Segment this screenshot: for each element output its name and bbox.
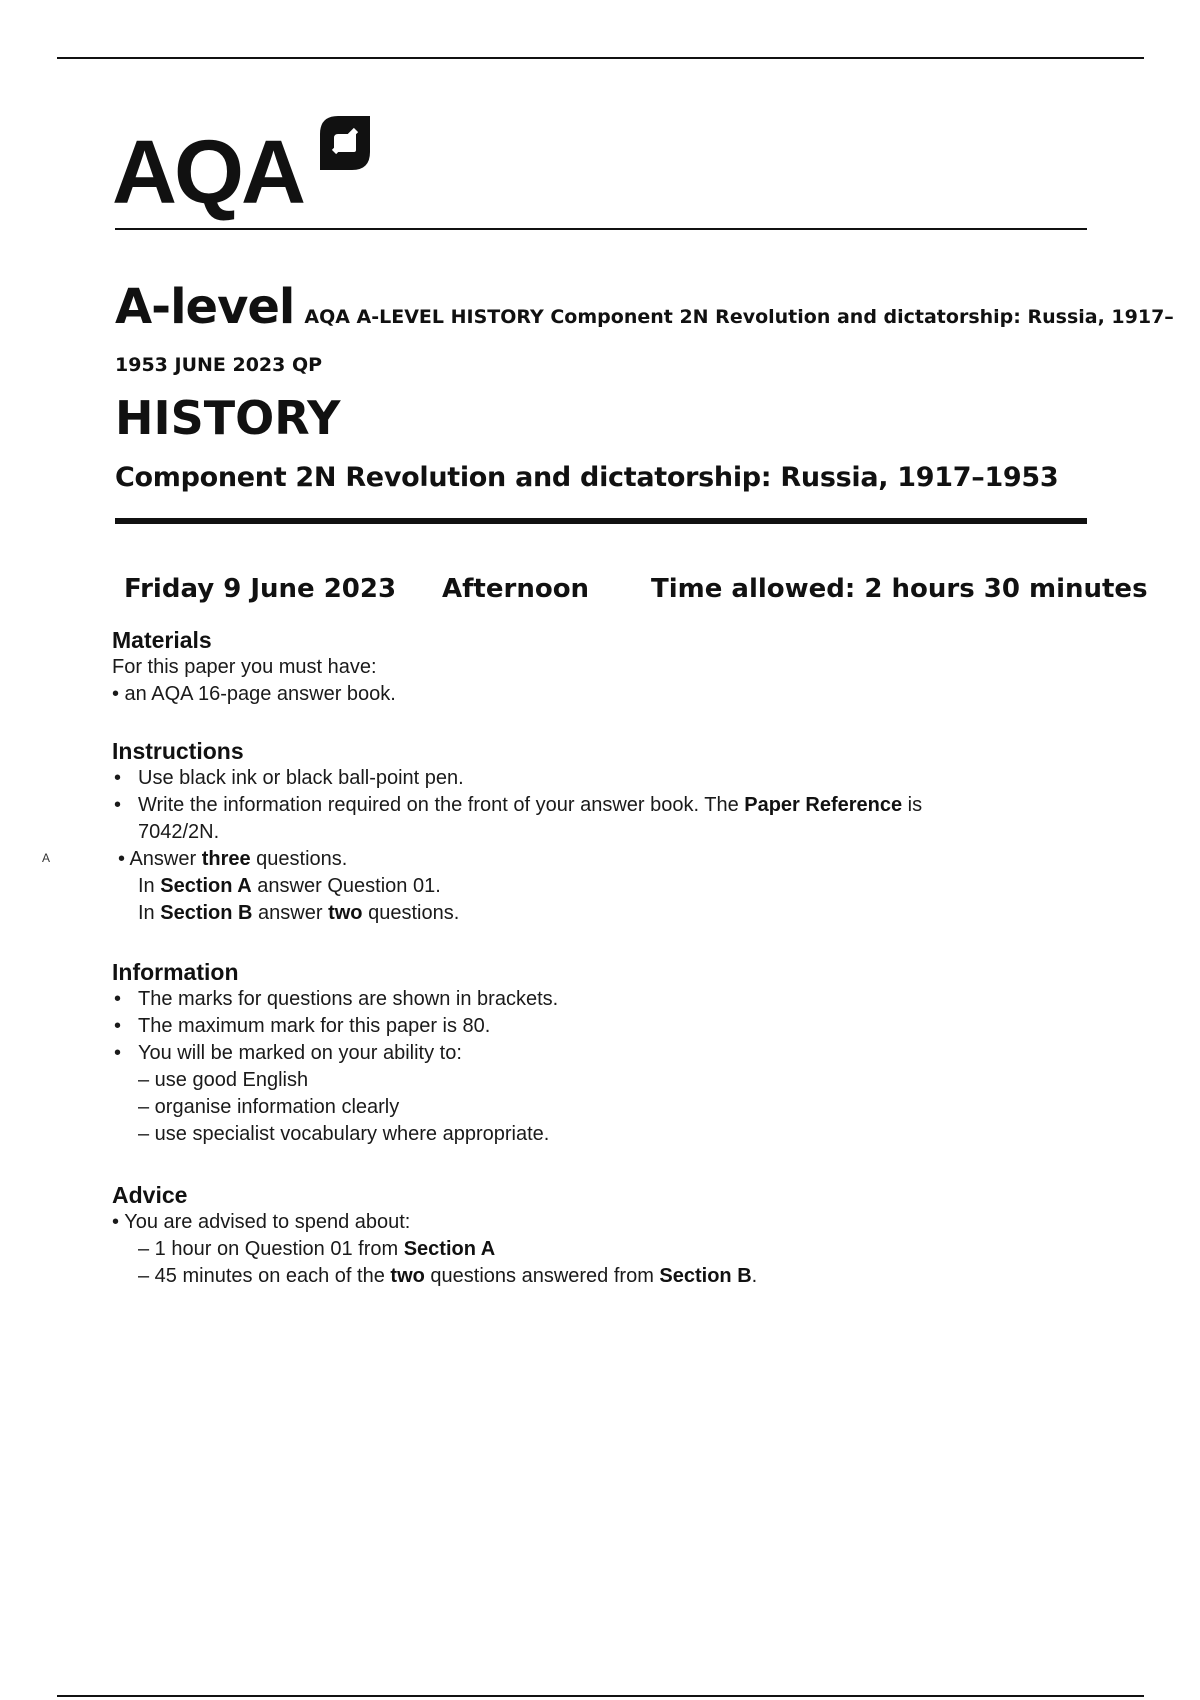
instruction-item [112,792,1112,819]
bullet: • [114,1042,122,1064]
section-a-label: Section A [403,1238,496,1260]
information-item [112,1013,1112,1040]
instruction-item [112,765,1112,792]
instruction-text: In [138,875,161,897]
instruction-subitem [112,873,1112,900]
paper-title-line1: AQA A-LEVEL HISTORY Component 2N Revolution and dictatorship: Russia, 1917– [304,306,1174,328]
aqa-logo-text: AQA [112,123,303,223]
information-subitem: – organise information clearly [138,1096,400,1118]
instruction-subitem [112,900,1112,927]
advice-text: questions answered from [424,1265,660,1287]
instructions-section [112,737,1112,927]
advice-text: – 1 hour on Question 01 from [138,1238,404,1260]
aqa-logo [112,112,382,223]
instruction-text: Use black ink or black ball-point pen. [138,767,464,789]
advice-text: . [751,1265,758,1287]
component-title: Component 2N Revolution and dictatorship: Russia, 1917–1953 [115,462,1059,493]
instruction-text: Write the information required on the front of your answer book. The [138,794,745,816]
qualification-level: A-level [115,279,295,335]
emphasis-two: two [328,902,363,924]
instruction-text: • Answer [118,848,202,870]
qualification-line [115,279,1174,342]
advice-section [112,1181,1112,1290]
emphasis-two: two [390,1265,425,1287]
bottom-rule [57,1695,1144,1697]
information-subitem: – use specialist vocabulary where appropriate. [138,1123,550,1145]
instruction-item [112,846,1112,873]
information-subitem: – use good English [138,1069,309,1091]
section-b-label: Section B [659,1265,752,1287]
information-section [112,958,1112,1148]
subject-title: HISTORY [115,391,341,445]
instruction-text: questions. [362,902,460,924]
heavy-rule [115,518,1087,524]
top-rule [57,57,1144,59]
exam-date: Friday 9 June 2023 [124,574,397,604]
paper-reference-value: 7042/2N. [138,821,220,843]
instruction-text: answer Question 01. [251,875,441,897]
information-text: The maximum mark for this paper is 80. [138,1015,491,1037]
materials-intro: For this paper you must have: [112,656,377,678]
instructions-heading: Instructions [112,738,244,764]
materials-section [112,626,1112,708]
advice-subitem [112,1236,1112,1263]
advice-text: – 45 minutes on each of the [138,1265,391,1287]
margin-mark: A [42,851,51,865]
instruction-text: In [138,902,161,924]
information-heading: Information [112,959,239,985]
paper-reference-label: Paper Reference [744,794,903,816]
information-text: The marks for questions are shown in brackets. [138,988,559,1010]
aqa-tick-icon [316,112,374,174]
instruction-text: questions. [250,848,348,870]
advice-item: • You are advised to spend about: [112,1211,411,1233]
information-item [112,986,1112,1013]
section-a-label: Section A [160,875,252,897]
emphasis-three: three [201,848,251,870]
section-b-label: Section B [160,902,253,924]
materials-heading: Materials [112,627,212,653]
bullet: • [114,988,122,1010]
time-allowed: Time allowed: 2 hours 30 minutes [651,574,1148,604]
bullet: • [114,1015,122,1037]
bullet: • [114,767,122,789]
logo-rule [115,228,1087,230]
bullet: • [114,794,122,816]
information-item [112,1040,1112,1067]
materials-item: • an AQA 16-page answer book. [112,683,396,705]
advice-heading: Advice [112,1182,188,1208]
paper-title-line2: 1953 JUNE 2023 QP [115,354,323,376]
instruction-text: answer [252,902,329,924]
instruction-text: is [902,794,923,816]
advice-subitem [112,1263,1112,1290]
exam-session: Afternoon [442,574,590,604]
information-text: You will be marked on your ability to: [138,1042,462,1064]
